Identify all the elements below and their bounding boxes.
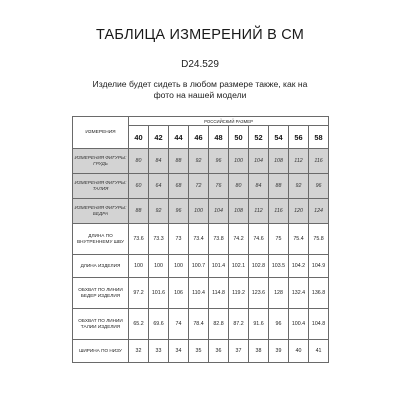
table-cell: 72 — [189, 174, 209, 199]
table-cell: 35 — [189, 340, 209, 363]
size-header-cell: 42 — [149, 126, 169, 149]
table-cell: 123.6 — [249, 278, 269, 309]
table-row — [73, 278, 329, 309]
size-header-cell: 54 — [269, 126, 289, 149]
table-cell: 104.9 — [309, 255, 329, 278]
table-cell: 88 — [129, 199, 149, 224]
table-cell: 76 — [209, 174, 229, 199]
table-cell: 69.6 — [149, 309, 169, 340]
table-cell: 96 — [269, 309, 289, 340]
table-cell: 119.2 — [229, 278, 249, 309]
table-cell: 120 — [289, 199, 309, 224]
table-cell: 88 — [169, 149, 189, 174]
row-label: ШИРИНА ПО НИЗУ — [73, 340, 129, 363]
table-cell: 80 — [129, 149, 149, 174]
table-cell: 64 — [149, 174, 169, 199]
table-cell: 75.8 — [309, 224, 329, 255]
size-header-cell: 46 — [189, 126, 209, 149]
table-row — [73, 174, 329, 199]
table-cell: 116 — [309, 149, 329, 174]
table-cell: 37 — [229, 340, 249, 363]
group-header-row — [73, 117, 329, 126]
table-cell: 91.6 — [249, 309, 269, 340]
size-header-cell: 48 — [209, 126, 229, 149]
table-row — [73, 149, 329, 174]
table-cell: 75 — [269, 224, 289, 255]
table-cell: 100.4 — [289, 309, 309, 340]
row-label: ДЛИНА ИЗДЕЛИЯ — [73, 255, 129, 278]
table-cell: 34 — [169, 340, 189, 363]
table-cell: 100 — [149, 255, 169, 278]
table-row — [73, 255, 329, 278]
table-cell: 88 — [269, 174, 289, 199]
table-cell: 41 — [309, 340, 329, 363]
table-cell: 68 — [169, 174, 189, 199]
row-label: ОБХВАТ ПО ЛИНИИ БЕДЕР ИЗДЕЛИЯ — [73, 278, 129, 309]
size-chart-table — [72, 116, 329, 363]
table-cell: 103.5 — [269, 255, 289, 278]
table-cell: 116 — [269, 199, 289, 224]
table-cell: 100.7 — [189, 255, 209, 278]
table-row — [73, 199, 329, 224]
table-cell: 73.4 — [189, 224, 209, 255]
table-cell: 84 — [249, 174, 269, 199]
table-cell: 78.4 — [189, 309, 209, 340]
table-cell: 114.8 — [209, 278, 229, 309]
table-body — [73, 149, 329, 363]
size-header-cell: 58 — [309, 126, 329, 149]
table-cell: 74 — [169, 309, 189, 340]
table-cell: 112 — [289, 149, 309, 174]
article-code: D24.529 — [181, 59, 219, 70]
russian-size-header: РОССИЙСКИЙ РАЗМЕР — [129, 117, 329, 126]
table-cell: 38 — [249, 340, 269, 363]
table-cell: 110.4 — [189, 278, 209, 309]
row-label: ИЗМЕРЕНИЯ ФИГУРЫ: БЕДРА — [73, 199, 129, 224]
row-label: ДЛИНА ПО ВНУТРЕННЕМУ ШВУ — [73, 224, 129, 255]
table-cell: 92 — [149, 199, 169, 224]
table-cell: 65.2 — [129, 309, 149, 340]
table-cell: 87.2 — [229, 309, 249, 340]
corner-header: ИЗМЕРЕНИЯ — [73, 117, 129, 149]
table-cell: 40 — [289, 340, 309, 363]
table-cell: 92 — [289, 174, 309, 199]
table-cell: 104 — [249, 149, 269, 174]
fit-note: Изделие будет сидеть в любом размере также, как на фото на нашей модели — [92, 79, 308, 100]
table-cell: 104.8 — [309, 309, 329, 340]
table-cell: 124 — [309, 199, 329, 224]
row-label: ИЗМЕРЕНИЯ ФИГУРЫ: ТАЛИЯ — [73, 174, 129, 199]
table-cell: 39 — [269, 340, 289, 363]
table-cell: 60 — [129, 174, 149, 199]
table-cell: 97.2 — [129, 278, 149, 309]
table-cell: 73 — [169, 224, 189, 255]
table-cell: 106 — [169, 278, 189, 309]
size-header-cell: 56 — [289, 126, 309, 149]
table-cell: 32 — [129, 340, 149, 363]
table-row — [73, 340, 329, 363]
table-cell: 100 — [169, 255, 189, 278]
table-cell: 100 — [189, 199, 209, 224]
table-cell: 80 — [229, 174, 249, 199]
size-header-cell: 40 — [129, 126, 149, 149]
table-cell: 108 — [229, 199, 249, 224]
row-label: ИЗМЕРЕНИЯ ФИГУРЫ: ГРУДЬ — [73, 149, 129, 174]
row-label: ОБХВАТ ПО ЛИНИИ ТАЛИИ ИЗДЕЛИЯ — [73, 309, 129, 340]
table-cell: 82.8 — [209, 309, 229, 340]
table-cell: 112 — [249, 199, 269, 224]
table-cell: 92 — [189, 149, 209, 174]
table-cell: 136.8 — [309, 278, 329, 309]
table-cell: 132.4 — [289, 278, 309, 309]
table-cell: 73.6 — [129, 224, 149, 255]
table-row — [73, 224, 329, 255]
table-cell: 75.4 — [289, 224, 309, 255]
table-cell: 108 — [269, 149, 289, 174]
table-cell: 104 — [209, 199, 229, 224]
table-cell: 102.1 — [229, 255, 249, 278]
table-cell: 96 — [169, 199, 189, 224]
table-row — [73, 309, 329, 340]
table-cell: 96 — [209, 149, 229, 174]
page-title: ТАБЛИЦА ИЗМЕРЕНИЙ В СМ — [95, 27, 305, 43]
table-cell: 73.3 — [149, 224, 169, 255]
table-cell: 100 — [229, 149, 249, 174]
table-cell: 100 — [129, 255, 149, 278]
table-cell: 73.8 — [209, 224, 229, 255]
table-cell: 102.8 — [249, 255, 269, 278]
size-header-cell: 44 — [169, 126, 189, 149]
table-cell: 74.2 — [229, 224, 249, 255]
table-head — [73, 117, 329, 149]
table-cell: 104.2 — [289, 255, 309, 278]
table-cell: 96 — [309, 174, 329, 199]
table-cell: 128 — [269, 278, 289, 309]
size-header-cell: 50 — [229, 126, 249, 149]
table-cell: 33 — [149, 340, 169, 363]
table-cell: 74.6 — [249, 224, 269, 255]
table-cell: 84 — [149, 149, 169, 174]
table-cell: 101.6 — [149, 278, 169, 309]
size-header-cell: 52 — [249, 126, 269, 149]
table-cell: 36 — [209, 340, 229, 363]
table-cell: 101.4 — [209, 255, 229, 278]
